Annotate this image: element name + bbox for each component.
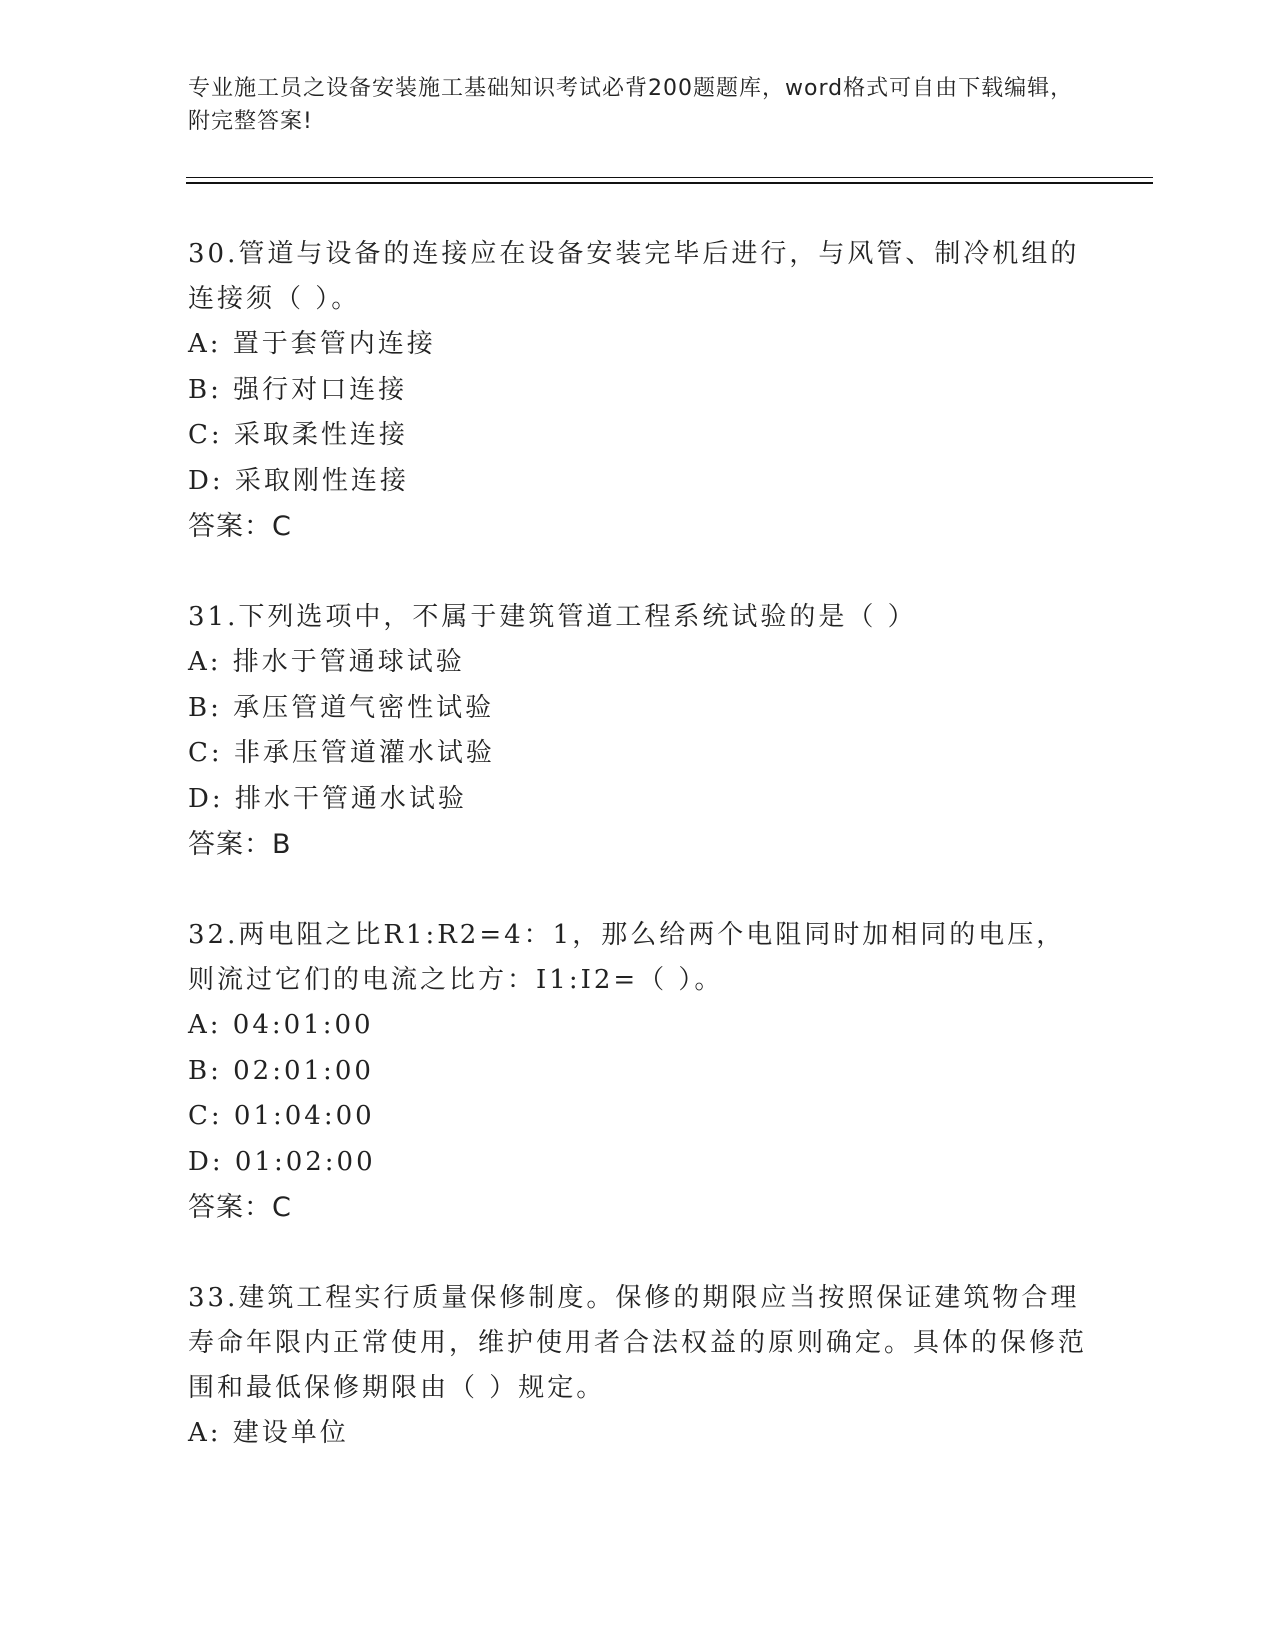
option-d: D: 01:02:00 <box>188 1146 376 1177</box>
question-text: 33.建筑工程实行质量保修制度。保修的期限应当按照保证建筑物合理寿命年限内正常使用，维护使用者合法权益的原则确定。具体的保修范围和最低保修期限由（ ）规定。 <box>188 1283 1088 1403</box>
question-text: 31.下列选项中，不属于建筑管道工程系统试验的是（ ） <box>188 602 917 632</box>
question-31 <box>188 595 1088 867</box>
header-rule-top <box>186 177 1153 178</box>
question-32 <box>188 913 1088 1230</box>
option-d: D: 采取刚性连接 <box>188 465 409 496</box>
option-a: A: 置于套管内连接 <box>188 329 436 359</box>
option-a: A: 建设单位 <box>188 1418 349 1448</box>
answer: 答案：C <box>188 511 292 542</box>
header-rule-bottom <box>186 182 1153 184</box>
option-b: B: 强行对口连接 <box>188 374 408 405</box>
option-a: A: 04:01:00 <box>188 1010 374 1040</box>
question-list <box>188 232 1088 1503</box>
option-c: C: 采取柔性连接 <box>188 420 408 450</box>
document-header: 专业施工员之设备安装施工基础知识考试必背200题题库，word格式可自由下载编辑，附完整答案! <box>188 76 1074 134</box>
option-c: C: 01:04:00 <box>188 1101 375 1131</box>
option-c: C: 非承压管道灌水试验 <box>188 738 495 768</box>
option-b: B: 02:01:00 <box>188 1055 374 1086</box>
option-b: B: 承压管道气密性试验 <box>188 692 495 723</box>
question-33 <box>188 1276 1088 1457</box>
option-a: A: 排水于管通球试验 <box>188 647 465 677</box>
question-30 <box>188 232 1088 549</box>
answer: 答案：C <box>188 1192 292 1223</box>
question-text: 32.两电阻之比R1:R2=4：1，那么给两个电阻同时加相同的电压，则流过它们的电流之比方：I1:I2=（ ）。 <box>188 920 1066 995</box>
answer: 答案：B <box>188 829 292 860</box>
option-d: D: 排水干管通水试验 <box>188 783 467 814</box>
question-text: 30.管道与设备的连接应在设备安装完毕后进行，与风管、制冷机组的连接须（ ）。 <box>188 239 1080 314</box>
